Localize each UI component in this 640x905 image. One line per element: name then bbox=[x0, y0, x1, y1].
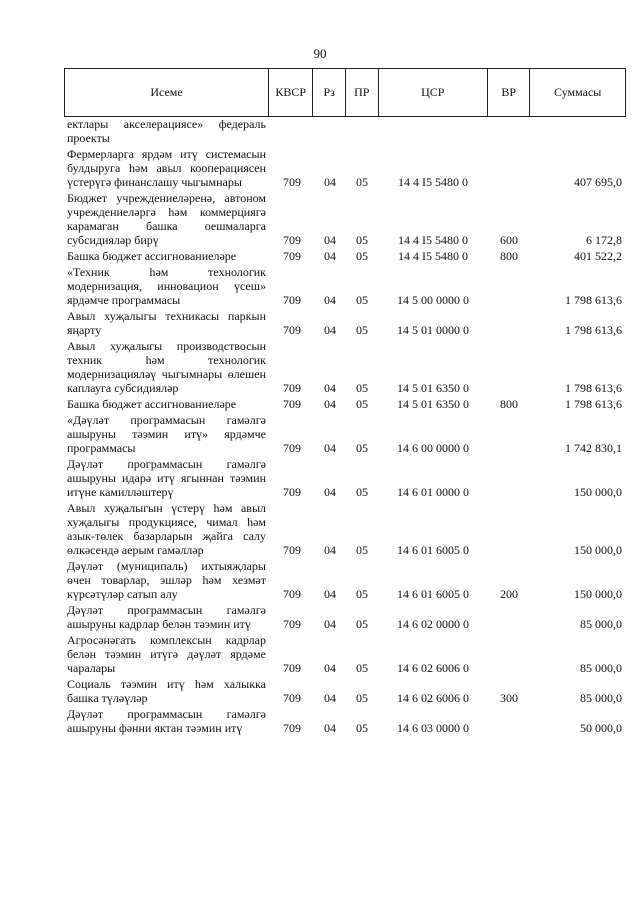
cell-csr: 14 4 I5 5480 0 bbox=[398, 233, 468, 247]
table-row bbox=[64, 457, 626, 499]
table-body bbox=[64, 117, 626, 737]
table-row bbox=[64, 603, 626, 631]
cell-rz: 04 bbox=[324, 661, 336, 675]
cell-kvsr: 709 bbox=[283, 721, 301, 735]
cell-kvsr: 709 bbox=[283, 249, 301, 263]
cell-sum: 50 000,0 bbox=[580, 721, 622, 735]
cell-name: Дәүләт (муниципаль) ихтыяҗлары өчен товарлар, эшләр һәм хезмәт күрсәтүләр сатып алу bbox=[67, 559, 266, 601]
cell-sum: 150 000,0 bbox=[574, 587, 622, 601]
cell-sum: 407 695,0 bbox=[574, 175, 622, 189]
cell-sum: 85 000,0 bbox=[580, 661, 622, 675]
cell-pr: 05 bbox=[356, 441, 368, 455]
table-row bbox=[64, 191, 626, 247]
cell-kvsr: 709 bbox=[283, 397, 301, 411]
table-row bbox=[64, 265, 626, 307]
cell-kvsr: 709 bbox=[283, 543, 301, 557]
cell-rz: 04 bbox=[324, 323, 336, 337]
cell-pr: 05 bbox=[356, 175, 368, 189]
cell-sum: 1 798 613,6 bbox=[565, 293, 622, 307]
cell-pr: 05 bbox=[356, 397, 368, 411]
cell-rz: 04 bbox=[324, 397, 336, 411]
cell-name: Башка бюджет ассигнованиеләре bbox=[67, 397, 237, 411]
cell-rz: 04 bbox=[324, 293, 336, 307]
cell-pr: 05 bbox=[356, 293, 368, 307]
cell-name: Авыл хуҗалыгы техникасы паркын яңарту bbox=[67, 309, 266, 337]
cell-csr: 14 6 01 0000 0 bbox=[397, 485, 469, 499]
cell-pr: 05 bbox=[356, 543, 368, 557]
cell-sum: 1 742 830,1 bbox=[565, 441, 622, 455]
cell-vr: 300 bbox=[500, 691, 518, 705]
cell-vr: 800 bbox=[500, 249, 518, 263]
cell-sum: 1 798 613,6 bbox=[565, 397, 622, 411]
header-csr: ЦСР bbox=[378, 69, 487, 116]
cell-sum: 150 000,0 bbox=[574, 485, 622, 499]
table-row bbox=[64, 117, 626, 145]
table-row bbox=[64, 397, 626, 411]
cell-kvsr: 709 bbox=[283, 381, 301, 395]
cell-rz: 04 bbox=[324, 175, 336, 189]
cell-sum: 1 798 613,6 bbox=[565, 381, 622, 395]
cell-kvsr: 709 bbox=[283, 661, 301, 675]
table-row bbox=[64, 339, 626, 395]
cell-sum: 401 522,2 bbox=[574, 249, 622, 263]
cell-name: Дәүләт программасын гамәлгә ашыруны идарә итү ягыннан тәэмин итүне камилләштерү bbox=[67, 457, 266, 499]
cell-name: Бюджет учреждениеләренә, автоном учреждениеләргә һәм коммерциягә карамаган башка оешмаларга субсидияләр бирү bbox=[67, 191, 266, 247]
cell-pr: 05 bbox=[356, 691, 368, 705]
cell-csr: 14 6 02 6006 0 bbox=[397, 661, 469, 675]
cell-rz: 04 bbox=[324, 233, 336, 247]
cell-rz: 04 bbox=[324, 441, 336, 455]
cell-rz: 04 bbox=[324, 249, 336, 263]
cell-sum: 85 000,0 bbox=[580, 617, 622, 631]
cell-pr: 05 bbox=[356, 617, 368, 631]
cell-sum: 85 000,0 bbox=[580, 691, 622, 705]
cell-pr: 05 bbox=[356, 233, 368, 247]
header-sum: Суммасы bbox=[529, 69, 625, 116]
cell-rz: 04 bbox=[324, 587, 336, 601]
cell-csr: 14 6 01 6005 0 bbox=[397, 543, 469, 557]
cell-csr: 14 6 03 0000 0 bbox=[397, 721, 469, 735]
cell-kvsr: 709 bbox=[283, 323, 301, 337]
cell-vr: 800 bbox=[500, 397, 518, 411]
cell-pr: 05 bbox=[356, 721, 368, 735]
cell-csr: 14 6 01 6005 0 bbox=[397, 587, 469, 601]
cell-name: Фермерларга ярдәм итү системасын булдыруга һәм авыл кооперациясен үстерүгә финанслашу чыгымнары bbox=[67, 147, 266, 189]
table-row bbox=[64, 309, 626, 337]
cell-name: Социаль тәэмин итү һәм халыкка башка түләүләр bbox=[67, 677, 266, 705]
cell-name: Башка бюджет ассигнованиеләре bbox=[67, 249, 237, 263]
cell-name: Авыл хуҗалыгын үстерү һәм авыл хуҗалыгы продукциясе, чимал һәм азык-төлек базарларын җайга салу өлкәсендә аерым гамәлләр bbox=[67, 501, 266, 557]
cell-pr: 05 bbox=[356, 661, 368, 675]
cell-kvsr: 709 bbox=[283, 233, 301, 247]
header-pr: ПР bbox=[345, 69, 378, 116]
cell-csr: 14 6 02 6006 0 bbox=[397, 691, 469, 705]
cell-rz: 04 bbox=[324, 485, 336, 499]
table-row bbox=[64, 559, 626, 601]
cell-name: Авыл хуҗалыгы производствосын техник һәм технологик модернизацияләү чыгымнары өлешен каплауга субсидияләр bbox=[67, 339, 266, 395]
cell-vr: 600 bbox=[500, 233, 518, 247]
table-row bbox=[64, 147, 626, 189]
cell-csr: 14 4 I5 5480 0 bbox=[398, 249, 468, 263]
table-row bbox=[64, 413, 626, 455]
table-row bbox=[64, 707, 626, 735]
cell-csr: 14 5 00 0000 0 bbox=[397, 293, 469, 307]
cell-csr: 14 5 01 6350 0 bbox=[397, 381, 469, 395]
cell-pr: 05 bbox=[356, 485, 368, 499]
cell-name: Дәүләт программасын гамәлгә ашыруны фәнни яктан тәэмин итү bbox=[67, 707, 266, 735]
header-kvsr: КВСР bbox=[268, 69, 312, 116]
cell-rz: 04 bbox=[324, 721, 336, 735]
header-rz: Рз bbox=[312, 69, 345, 116]
page-number: 90 bbox=[313, 46, 327, 61]
cell-name: ектлары акселерациясе» федераль проекты bbox=[67, 117, 266, 145]
cell-name: «Дәүләт программасын гамәлгә ашыруны тәэмин итү» ярдәмче программасы bbox=[67, 413, 266, 455]
cell-name: «Техник һәм технологик модернизация, инновацион үсеш» ярдәмче программасы bbox=[67, 265, 266, 307]
cell-sum: 6 172,8 bbox=[586, 233, 622, 247]
cell-rz: 04 bbox=[324, 617, 336, 631]
cell-kvsr: 709 bbox=[283, 175, 301, 189]
table-row bbox=[64, 633, 626, 675]
cell-csr: 14 6 00 0000 0 bbox=[397, 441, 469, 455]
cell-kvsr: 709 bbox=[283, 441, 301, 455]
cell-rz: 04 bbox=[324, 543, 336, 557]
cell-kvsr: 709 bbox=[283, 485, 301, 499]
cell-csr: 14 5 01 6350 0 bbox=[397, 397, 469, 411]
cell-name: Дәүләт программасын гамәлгә ашыруны кадрлар белән тәэмин итү bbox=[67, 603, 266, 631]
cell-csr: 14 5 01 0000 0 bbox=[397, 323, 469, 337]
cell-pr: 05 bbox=[356, 249, 368, 263]
cell-pr: 05 bbox=[356, 323, 368, 337]
table-row bbox=[64, 677, 626, 705]
table-row bbox=[64, 501, 626, 557]
cell-sum: 1 798 613,6 bbox=[565, 323, 622, 337]
cell-csr: 14 4 I5 5480 0 bbox=[398, 175, 468, 189]
cell-vr: 200 bbox=[500, 587, 518, 601]
cell-pr: 05 bbox=[356, 587, 368, 601]
cell-rz: 04 bbox=[324, 691, 336, 705]
cell-csr: 14 6 02 0000 0 bbox=[397, 617, 469, 631]
cell-kvsr: 709 bbox=[283, 293, 301, 307]
cell-kvsr: 709 bbox=[283, 691, 301, 705]
cell-rz: 04 bbox=[324, 381, 336, 395]
table-header bbox=[64, 68, 626, 117]
cell-sum: 150 000,0 bbox=[574, 543, 622, 557]
header-vr: ВР bbox=[487, 69, 529, 116]
header-name: Исеме bbox=[150, 85, 183, 99]
table-row bbox=[64, 249, 626, 263]
cell-pr: 05 bbox=[356, 381, 368, 395]
cell-kvsr: 709 bbox=[283, 617, 301, 631]
cell-kvsr: 709 bbox=[283, 587, 301, 601]
cell-name: Агросәнәгать комплексын кадрлар белән тәэмин итүгә дәүләт ярдәме чаралары bbox=[67, 633, 266, 675]
